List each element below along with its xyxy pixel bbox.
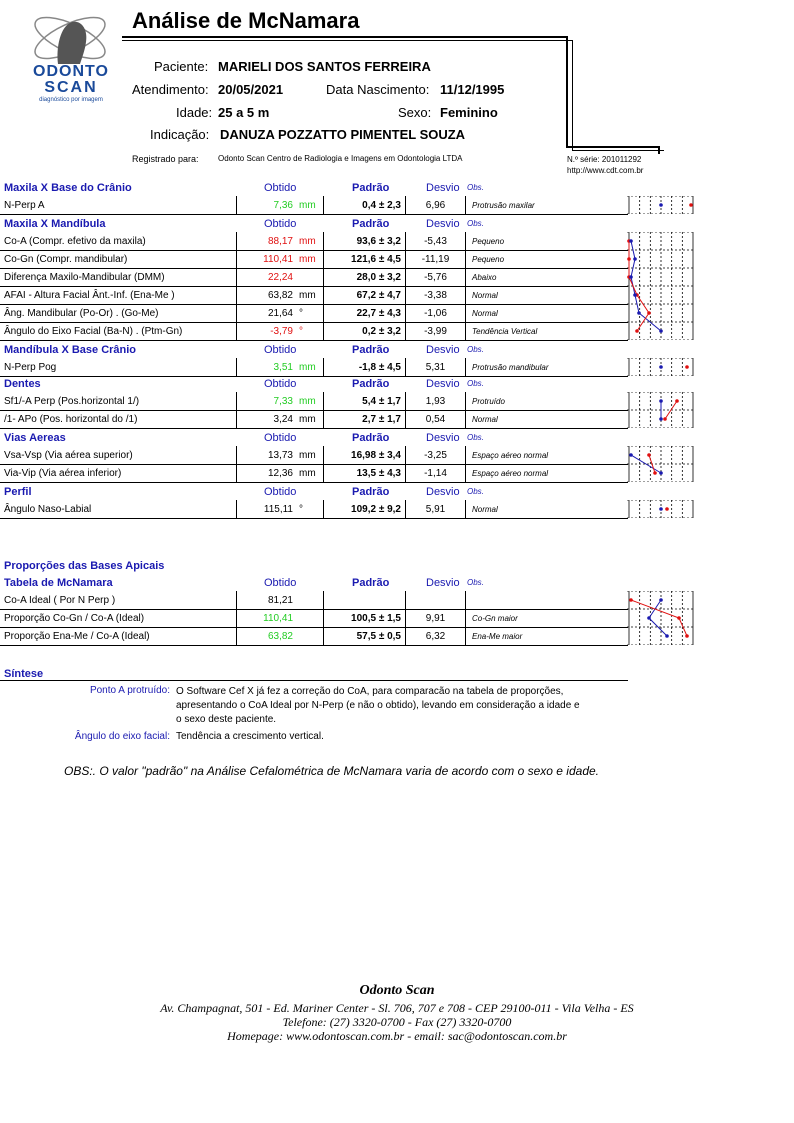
table-row — [0, 358, 628, 377]
chart-point — [653, 471, 657, 475]
sintese-line: O Software Cef X já fez a correção do CoA, para comparacão na tabela de proporções, — [176, 686, 564, 697]
col-header-obtido: Obtido — [264, 378, 297, 390]
sintese-obs: OBS:. O valor "padrão" na Análise Cefalométrica de McNamara varia de acordo com o sexo e idade. — [64, 764, 600, 778]
chart-point — [659, 471, 663, 475]
row-desvio: 9,91 — [406, 609, 466, 627]
row-obtido-value: 3,51 — [273, 362, 293, 373]
col-header-padrao: Padrão — [352, 486, 390, 498]
sintese-text-1 — [176, 685, 580, 727]
chart-point — [647, 453, 651, 457]
row-obtido-cell — [236, 627, 324, 645]
sintese-text-2: Tendência a crescimento vertical. — [176, 731, 324, 742]
row-obs: Tendência Vertical — [472, 327, 538, 336]
row-obtido-unit: mm — [299, 200, 316, 211]
row-obtido-value: 22,24 — [267, 272, 293, 283]
col-header-obtido: Obtido — [264, 486, 297, 498]
deviation-chart-4 — [627, 392, 695, 428]
header-frame-line — [566, 146, 660, 148]
col-header-obs: Obs. — [467, 487, 484, 496]
chart-point — [675, 399, 679, 403]
chart-point — [659, 329, 663, 333]
row-desvio — [406, 591, 466, 609]
col-header-padrao: Padrão — [352, 577, 390, 589]
row-obtido-value: 110,41 — [263, 613, 293, 624]
row-label: Proporção Co-Gn / Co-A (Ideal) — [4, 613, 145, 624]
row-obtido-cell — [236, 500, 324, 518]
row-desvio: -1,14 — [406, 464, 466, 482]
row-padrao: 57,5 ± 0,5 — [324, 627, 406, 645]
paciente-value: MARIELI DOS SANTOS FERREIRA — [218, 59, 431, 74]
col-header-obs: Obs. — [467, 219, 484, 228]
row-obs: Espaço aéreo normal — [472, 451, 549, 460]
col-header-obs: Obs. — [467, 578, 484, 587]
row-desvio: -11,19 — [406, 250, 466, 268]
chart-point — [659, 399, 663, 403]
row-padrao: 67,2 ± 4,7 — [324, 286, 406, 304]
col-header-padrao: Padrão — [352, 182, 390, 194]
row-label: Co-Gn (Compr. mandibular) — [4, 254, 128, 265]
sexo-value: Feminino — [440, 105, 498, 120]
row-desvio: -3,99 — [406, 322, 466, 340]
row-obtido-cell — [236, 304, 324, 322]
chart-point — [633, 293, 637, 297]
row-label: Ângulo do Eixo Facial (Ba-N) . (Ptm-Gn) — [4, 326, 183, 337]
col-header-desvio: Desvio — [426, 378, 460, 390]
sexo-label: Sexo: — [398, 105, 432, 120]
row-padrao: 2,7 ± 1,7 — [324, 410, 406, 428]
chart-point — [659, 507, 663, 511]
table-row — [0, 268, 628, 287]
table-row — [0, 609, 628, 628]
table-row — [0, 500, 628, 519]
row-obtido-cell — [236, 322, 324, 340]
header-frame-line — [572, 150, 664, 151]
row-obtido-cell — [236, 286, 324, 304]
row-padrao: 16,98 ± 3,4 — [324, 446, 406, 464]
row-padrao: 13,5 ± 4,3 — [324, 464, 406, 482]
deviation-chart-6 — [627, 500, 695, 518]
chart-point — [665, 507, 669, 511]
row-label: N-Perp Pog — [4, 362, 57, 373]
table-row — [0, 322, 628, 341]
registrado-value: Odonto Scan Centro de Radiologia e Imagens em Odontologia LTDA — [218, 154, 463, 163]
col-header-desvio: Desvio — [426, 432, 460, 444]
table-row — [0, 304, 628, 323]
row-obs: Normal — [472, 415, 498, 424]
col-header-padrao: Padrão — [352, 344, 390, 356]
table-row — [0, 464, 628, 483]
serie-number: N.º série: 201011292 — [567, 155, 642, 164]
chart-point — [659, 417, 663, 421]
page-title: Análise de McNamara — [132, 8, 360, 33]
header-frame-line — [658, 146, 660, 154]
row-label: AFAI - Altura Facial Ânt.-Inf. (Ena-Me ) — [4, 290, 175, 301]
indicacao-label: Indicação: — [150, 127, 210, 142]
chart-point — [659, 365, 663, 369]
row-obtido-unit: ° — [299, 308, 303, 319]
idade-value: 25 a 5 m — [218, 105, 270, 120]
table-row — [0, 232, 628, 251]
sintese-line: o sexo deste paciente. — [176, 714, 277, 725]
deviation-chart-5 — [627, 446, 695, 482]
row-obtido-unit: ° — [299, 504, 303, 515]
row-desvio: -1,06 — [406, 304, 466, 322]
row-padrao: 5,4 ± 1,7 — [324, 392, 406, 410]
chart-normal-line — [649, 600, 667, 636]
chart-point — [665, 634, 669, 638]
logo-subtitle: diagnóstico por imagem — [39, 97, 103, 103]
deviation-chart-3 — [627, 358, 695, 376]
row-obtido-value: 7,33 — [273, 396, 293, 407]
col-header-desvio: Desvio — [426, 218, 460, 230]
row-padrao — [324, 591, 406, 609]
row-obtido-unit: mm — [299, 414, 316, 425]
row-desvio: -5,43 — [406, 232, 466, 250]
row-obtido-cell — [236, 268, 324, 286]
row-obtido-unit: ° — [299, 326, 303, 337]
row-padrao: 0,4 ± 2,3 — [324, 196, 406, 214]
row-obs: Normal — [472, 505, 498, 514]
row-obtido-cell — [236, 609, 324, 627]
row-label: Proporção Ena-Me / Co-A (Ideal) — [4, 631, 150, 642]
section-title: Dentes — [4, 378, 41, 390]
row-obtido-value: 63,82 — [267, 631, 293, 642]
col-header-obs: Obs. — [467, 345, 484, 354]
chart-point — [689, 203, 693, 207]
chart-point — [633, 257, 637, 261]
row-obs: Normal — [472, 291, 498, 300]
chart-obtained-line — [649, 455, 655, 473]
row-obs: Normal — [472, 309, 498, 318]
registrado-label: Registrado para: — [132, 154, 199, 164]
idade-label: Idade: — [176, 105, 213, 120]
col-header-padrao: Padrão — [352, 432, 390, 444]
chart-point — [677, 616, 681, 620]
row-obtido-unit: mm — [299, 290, 316, 301]
chart-point — [629, 275, 633, 279]
row-desvio: -3,38 — [406, 286, 466, 304]
sintese-title: Síntese — [4, 668, 44, 680]
deviation-chart-7 — [627, 591, 695, 645]
row-obtido-unit: mm — [299, 236, 316, 247]
row-obtido-cell — [236, 464, 324, 482]
row-obtido-cell — [236, 358, 324, 376]
table-row — [0, 446, 628, 465]
row-label: /1- APo (Pos. horizontal do /1) — [4, 414, 138, 425]
row-obs: Pequeno — [472, 237, 505, 246]
section-title: Maxila X Mandíbula — [4, 218, 106, 230]
footer-web: Homepage: www.odontoscan.com.br - email: sac@odontoscan.com.br — [227, 1029, 567, 1043]
row-padrao: 93,6 ± 3,2 — [324, 232, 406, 250]
header-frame-line — [566, 36, 568, 146]
table-row — [0, 196, 628, 215]
footer-phone: Telefone: (27) 3320-0700 - Fax (27) 3320-0700 — [282, 1015, 512, 1029]
chart-point — [663, 417, 667, 421]
row-obtido-cell — [236, 410, 324, 428]
col-header-padrao: Padrão — [352, 218, 390, 230]
chart-point — [659, 203, 663, 207]
col-header-desvio: Desvio — [426, 182, 460, 194]
row-obtido-unit: mm — [299, 362, 316, 373]
col-header-obs: Obs. — [467, 379, 484, 388]
row-padrao: 121,6 ± 4,5 — [324, 250, 406, 268]
col-header-obtido: Obtido — [264, 182, 297, 194]
proporcoes-title: Proporções das Bases Apicais — [4, 560, 165, 572]
row-desvio: 6,32 — [406, 627, 466, 645]
table-row — [0, 410, 628, 429]
row-obtido-value: 115,11 — [263, 504, 293, 515]
row-label: Diferença Maxilo-Mandibular (DMM) — [4, 272, 165, 283]
section-title: Vias Aereas — [4, 432, 66, 444]
nascimento-value: 11/12/1995 — [440, 82, 505, 97]
nascimento-label: Data Nascimento: — [326, 82, 430, 97]
chart-point — [637, 311, 641, 315]
row-obtido-unit: mm — [299, 254, 316, 265]
sintese-label-2: Ângulo do eixo facial: — [74, 731, 170, 742]
table-row — [0, 286, 628, 305]
section-title: Mandíbula X Base Crânio — [4, 344, 137, 356]
table-row — [0, 591, 628, 610]
footer-name: Odonto Scan — [359, 983, 435, 998]
chart-point — [659, 598, 663, 602]
paciente-label: Paciente: — [154, 59, 209, 74]
row-padrao: 0,2 ± 3,2 — [324, 322, 406, 340]
chart-point — [629, 239, 633, 243]
col-header-obtido: Obtido — [264, 577, 297, 589]
row-obtido-unit: mm — [299, 396, 316, 407]
row-desvio: 1,93 — [406, 392, 466, 410]
row-obs: Abaixo — [472, 273, 497, 282]
deviation-chart-2 — [627, 232, 695, 340]
col-header-obs: Obs. — [467, 433, 484, 442]
col-header-desvio: Desvio — [426, 577, 460, 589]
col-header-obs: Obs. — [467, 183, 484, 192]
row-obtido-cell — [236, 392, 324, 410]
row-desvio: 6,96 — [406, 196, 466, 214]
table-row — [0, 250, 628, 269]
row-obs: Ena-Me maior — [472, 632, 523, 641]
row-padrao: -1,8 ± 4,5 — [324, 358, 406, 376]
row-obtido-cell — [236, 591, 324, 609]
row-label: Âng. Mandibular (Po-Or) . (Go-Me) — [4, 308, 159, 319]
row-padrao: 109,2 ± 9,2 — [324, 500, 406, 518]
section-title: Maxila X Base do Crânio — [4, 182, 132, 194]
row-obtido-cell — [236, 232, 324, 250]
header-frame-line — [572, 40, 573, 150]
row-obtido-value: 88,17 — [267, 236, 293, 247]
indicacao-value: DANUZA POZZATTO PIMENTEL SOUZA — [220, 127, 466, 142]
logo-text-odonto: ODONTO — [33, 63, 109, 80]
row-obtido-cell — [236, 446, 324, 464]
chart-point — [685, 634, 689, 638]
header-frame-line — [122, 40, 572, 41]
row-obs: Protruído — [472, 397, 505, 406]
row-label: Ângulo Naso-Labial — [4, 504, 92, 515]
chart-point — [629, 598, 633, 602]
row-obtido-value: 13,73 — [267, 450, 293, 461]
row-desvio: -3,25 — [406, 446, 466, 464]
table-row — [0, 392, 628, 411]
col-header-obtido: Obtido — [264, 218, 297, 230]
col-header-desvio: Desvio — [426, 344, 460, 356]
row-desvio: 5,91 — [406, 500, 466, 518]
row-label: N-Perp A — [4, 200, 45, 211]
serie-info — [567, 154, 643, 176]
chart-point — [635, 329, 639, 333]
row-obtido-value: 12,36 — [267, 468, 293, 479]
row-obs: Espaço aéreo normal — [472, 469, 549, 478]
header-frame-line — [122, 36, 568, 38]
row-padrao: 100,5 ± 1,5 — [324, 609, 406, 627]
chart-point — [629, 453, 633, 457]
atendimento-value: 20/05/2021 — [218, 82, 284, 97]
sintese-label-1: Ponto A protruído: — [89, 685, 170, 696]
row-obtido-value: 110,41 — [263, 254, 293, 265]
row-obtido-value: 7,36 — [273, 200, 293, 211]
row-padrao: 22,7 ± 4,3 — [324, 304, 406, 322]
chart-point — [685, 365, 689, 369]
chart-point — [647, 311, 651, 315]
row-obs: Pequeno — [472, 255, 505, 264]
row-desvio: -5,76 — [406, 268, 466, 286]
row-obtido-value: 3,24 — [273, 414, 293, 425]
sintese-line: apresentando o CoA Ideal por N-Perp (e não o obtido), levando em consideração a idade e — [176, 700, 580, 711]
sintese-divider — [0, 680, 628, 681]
row-obtido-value: -3,79 — [270, 326, 293, 337]
chart-point — [627, 257, 631, 261]
row-label: Co-A (Compr. efetivo da maxila) — [4, 236, 146, 247]
col-header-padrao: Padrão — [352, 378, 390, 390]
row-obtido-unit: mm — [299, 450, 316, 461]
deviation-chart-1 — [627, 196, 695, 214]
row-desvio: 0,54 — [406, 410, 466, 428]
row-obtido-value: 81,21 — [267, 595, 293, 606]
row-obtido-value: 63,82 — [267, 290, 293, 301]
row-obtido-value: 21,64 — [267, 308, 293, 319]
col-header-desvio: Desvio — [426, 486, 460, 498]
chart-point — [647, 616, 651, 620]
row-obs: Protrusão mandibular — [472, 363, 549, 372]
table-row — [0, 627, 628, 646]
row-padrao: 28,0 ± 3,2 — [324, 268, 406, 286]
row-label: Via-Vip (Via aérea inferior) — [4, 468, 122, 479]
row-label: Vsa-Vsp (Via aérea superior) — [4, 450, 133, 461]
row-obtido-cell — [236, 196, 324, 214]
row-obs: Co-Gn maior — [472, 614, 518, 623]
row-label: Sf1/-A Perp (Pos.horizontal 1/) — [4, 396, 140, 407]
footer-address: Av. Champagnat, 501 - Ed. Mariner Center - Sl. 706, 707 e 708 - CEP 29100-011 - Vila Velha - ES — [160, 1001, 634, 1015]
col-header-obtido: Obtido — [264, 432, 297, 444]
odonto-scan-logo — [28, 8, 112, 68]
row-desvio: 5,31 — [406, 358, 466, 376]
row-obtido-unit: mm — [299, 468, 316, 479]
col-header-obtido: Obtido — [264, 344, 297, 356]
row-label: Co-A Ideal ( Por N Perp ) — [4, 595, 116, 606]
website: http://www.cdt.com.br — [567, 166, 644, 175]
proporcoes-subtitle: Tabela de McNamara — [4, 577, 113, 589]
atendimento-label: Atendimento: — [132, 82, 209, 97]
row-obs: Protrusão maxilar — [472, 201, 535, 210]
logo-text-scan: SCAN — [44, 79, 98, 96]
row-obtido-cell — [236, 250, 324, 268]
section-title: Perfil — [4, 486, 32, 498]
